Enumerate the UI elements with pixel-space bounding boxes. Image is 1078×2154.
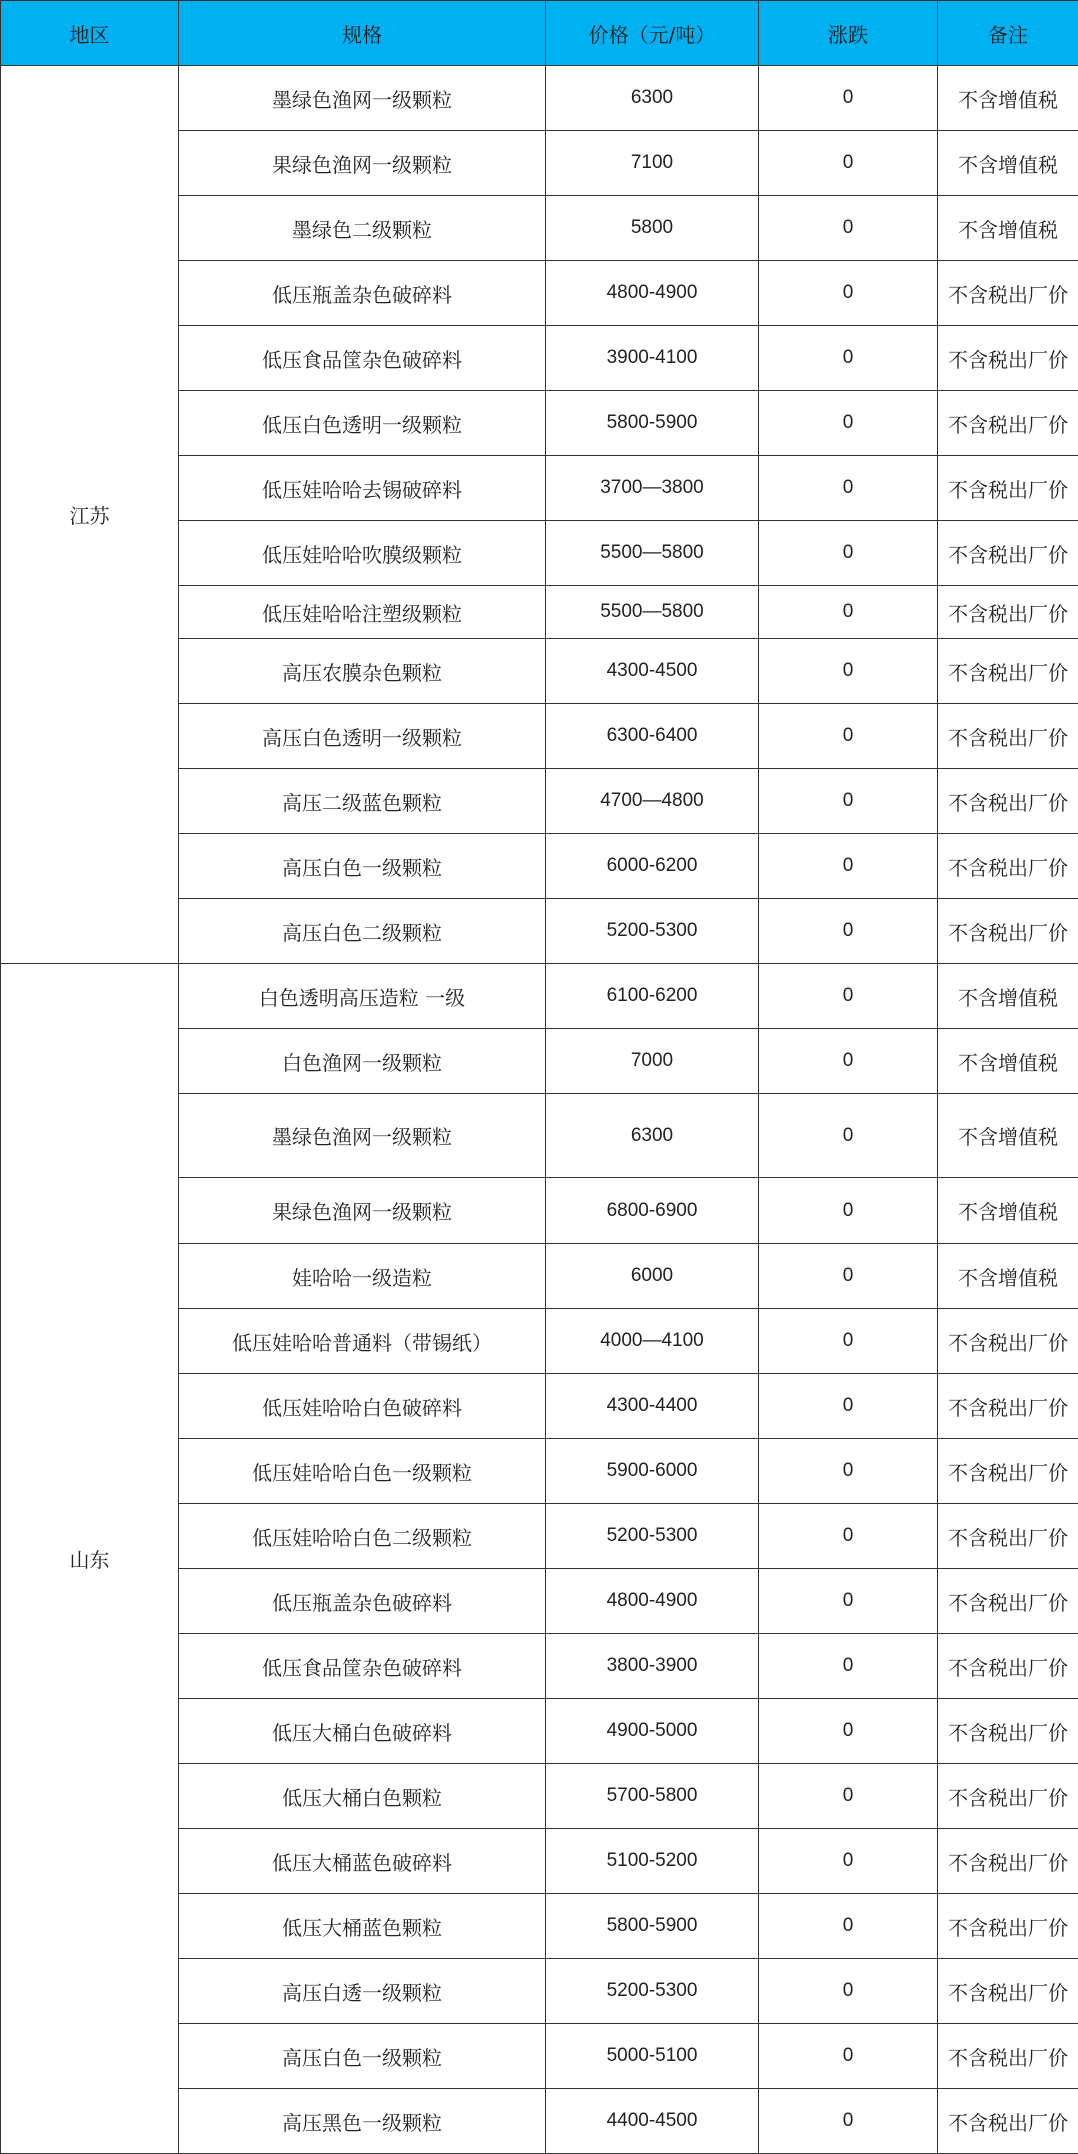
spec-cell: 白色透明高压造粒 一级 [179, 964, 546, 1029]
note-cell: 不含税出厂价 [938, 1374, 1078, 1439]
change-cell: 0 [759, 704, 938, 769]
header-spec: 规格 [179, 1, 546, 66]
note-cell: 不含增值税 [938, 1178, 1078, 1244]
note-cell: 不含增值税 [938, 1029, 1078, 1094]
note-cell: 不含税出厂价 [938, 586, 1078, 639]
spec-cell: 娃哈哈一级造粒 [179, 1244, 546, 1309]
change-cell: 0 [759, 2024, 938, 2089]
note-cell: 不含税出厂价 [938, 2024, 1078, 2089]
change-cell: 0 [759, 1029, 938, 1094]
price-cell: 4900-5000 [546, 1699, 759, 1764]
change-cell: 0 [759, 1244, 938, 1309]
header-note: 备注 [938, 1, 1078, 66]
note-cell: 不含税出厂价 [938, 261, 1078, 326]
spec-cell: 高压黑色一级颗粒 [179, 2089, 546, 2154]
change-cell: 0 [759, 1178, 938, 1244]
price-cell: 5200-5300 [546, 1959, 759, 2024]
change-cell: 0 [759, 1829, 938, 1894]
note-cell: 不含税出厂价 [938, 1959, 1078, 2024]
change-cell: 0 [759, 1439, 938, 1504]
spec-cell: 高压白色一级颗粒 [179, 2024, 546, 2089]
price-cell: 5200-5300 [546, 1504, 759, 1569]
spec-cell: 高压二级蓝色颗粒 [179, 769, 546, 834]
note-cell: 不含税出厂价 [938, 1894, 1078, 1959]
spec-cell: 白色渔网一级颗粒 [179, 1029, 546, 1094]
note-cell: 不含税出厂价 [938, 1504, 1078, 1569]
spec-cell: 高压白色一级颗粒 [179, 834, 546, 899]
change-cell: 0 [759, 899, 938, 964]
change-cell: 0 [759, 326, 938, 391]
spec-cell: 低压娃哈哈白色二级颗粒 [179, 1504, 546, 1569]
table-row [1, 66, 1078, 131]
note-cell: 不含税出厂价 [938, 1764, 1078, 1829]
region-cell: 山东 [1, 964, 179, 2154]
header-change: 涨跌 [759, 1, 938, 66]
price-cell: 7000 [546, 1029, 759, 1094]
note-cell: 不含税出厂价 [938, 326, 1078, 391]
change-cell: 0 [759, 639, 938, 704]
spec-cell: 低压娃哈哈注塑级颗粒 [179, 586, 546, 639]
spec-cell: 果绿色渔网一级颗粒 [179, 131, 546, 196]
change-cell: 0 [759, 521, 938, 586]
change-cell: 0 [759, 66, 938, 131]
change-cell: 0 [759, 1504, 938, 1569]
spec-cell: 高压农膜杂色颗粒 [179, 639, 546, 704]
note-cell: 不含税出厂价 [938, 1569, 1078, 1634]
change-cell: 0 [759, 2089, 938, 2154]
change-cell: 0 [759, 1894, 938, 1959]
price-cell: 6800-6900 [546, 1178, 759, 1244]
change-cell: 0 [759, 1309, 938, 1374]
change-cell: 0 [759, 1699, 938, 1764]
header-row [1, 1, 1078, 66]
spec-cell: 墨绿色渔网一级颗粒 [179, 66, 546, 131]
price-cell: 6000-6200 [546, 834, 759, 899]
note-cell: 不含税出厂价 [938, 1829, 1078, 1894]
note-cell: 不含税出厂价 [938, 704, 1078, 769]
table-body [1, 66, 1078, 2154]
price-cell: 5200-5300 [546, 899, 759, 964]
note-cell: 不含税出厂价 [938, 899, 1078, 964]
region-cell: 江苏 [1, 66, 179, 964]
note-cell: 不含增值税 [938, 196, 1078, 261]
price-cell: 5000-5100 [546, 2024, 759, 2089]
price-cell: 3800-3900 [546, 1634, 759, 1699]
note-cell: 不含税出厂价 [938, 639, 1078, 704]
note-cell: 不含增值税 [938, 131, 1078, 196]
price-cell: 7100 [546, 131, 759, 196]
change-cell: 0 [759, 1374, 938, 1439]
spec-cell: 果绿色渔网一级颗粒 [179, 1178, 546, 1244]
note-cell: 不含税出厂价 [938, 1634, 1078, 1699]
price-cell: 5500—5800 [546, 521, 759, 586]
note-cell: 不含税出厂价 [938, 769, 1078, 834]
price-cell: 4300-4500 [546, 639, 759, 704]
spec-cell: 低压大桶白色颗粒 [179, 1764, 546, 1829]
change-cell: 0 [759, 391, 938, 456]
change-cell: 0 [759, 769, 938, 834]
spec-cell: 低压大桶蓝色颗粒 [179, 1894, 546, 1959]
change-cell: 0 [759, 1569, 938, 1634]
spec-cell: 低压白色透明一级颗粒 [179, 391, 546, 456]
table-row [1, 964, 1078, 1029]
note-cell: 不含税出厂价 [938, 1699, 1078, 1764]
price-cell: 5800-5900 [546, 391, 759, 456]
change-cell: 0 [759, 196, 938, 261]
spec-cell: 高压白色二级颗粒 [179, 899, 546, 964]
change-cell: 0 [759, 131, 938, 196]
spec-cell: 低压娃哈哈去锡破碎料 [179, 456, 546, 521]
change-cell: 0 [759, 1764, 938, 1829]
spec-cell: 低压食品筐杂色破碎料 [179, 1634, 546, 1699]
spec-cell: 低压大桶白色破碎料 [179, 1699, 546, 1764]
note-cell: 不含税出厂价 [938, 834, 1078, 899]
spec-cell: 低压娃哈哈吹膜级颗粒 [179, 521, 546, 586]
header-price: 价格（元/吨） [546, 1, 759, 66]
change-cell: 0 [759, 261, 938, 326]
spec-cell: 低压瓶盖杂色破碎料 [179, 261, 546, 326]
price-cell: 5900-6000 [546, 1439, 759, 1504]
price-cell: 6300 [546, 1094, 759, 1178]
spec-cell: 低压大桶蓝色破碎料 [179, 1829, 546, 1894]
price-cell: 5100-5200 [546, 1829, 759, 1894]
note-cell: 不含增值税 [938, 1094, 1078, 1178]
price-cell: 5800 [546, 196, 759, 261]
price-cell: 5700-5800 [546, 1764, 759, 1829]
price-cell: 4400-4500 [546, 2089, 759, 2154]
change-cell: 0 [759, 1959, 938, 2024]
spec-cell: 高压白色透明一级颗粒 [179, 704, 546, 769]
price-cell: 4300-4400 [546, 1374, 759, 1439]
price-cell: 6300 [546, 66, 759, 131]
price-cell: 5500—5800 [546, 586, 759, 639]
note-cell: 不含增值税 [938, 1244, 1078, 1309]
note-cell: 不含税出厂价 [938, 2089, 1078, 2154]
change-cell: 0 [759, 586, 938, 639]
price-cell: 6300-6400 [546, 704, 759, 769]
spec-cell: 低压娃哈哈白色一级颗粒 [179, 1439, 546, 1504]
spec-cell: 低压瓶盖杂色破碎料 [179, 1569, 546, 1634]
change-cell: 0 [759, 964, 938, 1029]
spec-cell: 低压食品筐杂色破碎料 [179, 326, 546, 391]
note-cell: 不含税出厂价 [938, 391, 1078, 456]
note-cell: 不含税出厂价 [938, 1309, 1078, 1374]
spec-cell: 低压娃哈哈普通料（带锡纸） [179, 1309, 546, 1374]
spec-cell: 墨绿色渔网一级颗粒 [179, 1094, 546, 1178]
note-cell: 不含税出厂价 [938, 456, 1078, 521]
price-cell: 5800-5900 [546, 1894, 759, 1959]
change-cell: 0 [759, 1094, 938, 1178]
spec-cell: 低压娃哈哈白色破碎料 [179, 1374, 546, 1439]
price-cell: 6100-6200 [546, 964, 759, 1029]
note-cell: 不含增值税 [938, 964, 1078, 1029]
change-cell: 0 [759, 1634, 938, 1699]
price-cell: 6000 [546, 1244, 759, 1309]
price-cell: 4800-4900 [546, 261, 759, 326]
header-region: 地区 [1, 1, 179, 66]
change-cell: 0 [759, 834, 938, 899]
price-cell: 4800-4900 [546, 1569, 759, 1634]
price-cell: 4000—4100 [546, 1309, 759, 1374]
price-cell: 3700—3800 [546, 456, 759, 521]
note-cell: 不含税出厂价 [938, 521, 1078, 586]
price-cell: 4700—4800 [546, 769, 759, 834]
change-cell: 0 [759, 456, 938, 521]
note-cell: 不含税出厂价 [938, 1439, 1078, 1504]
price-cell: 3900-4100 [546, 326, 759, 391]
spec-cell: 墨绿色二级颗粒 [179, 196, 546, 261]
spec-cell: 高压白透一级颗粒 [179, 1959, 546, 2024]
note-cell: 不含增值税 [938, 66, 1078, 131]
